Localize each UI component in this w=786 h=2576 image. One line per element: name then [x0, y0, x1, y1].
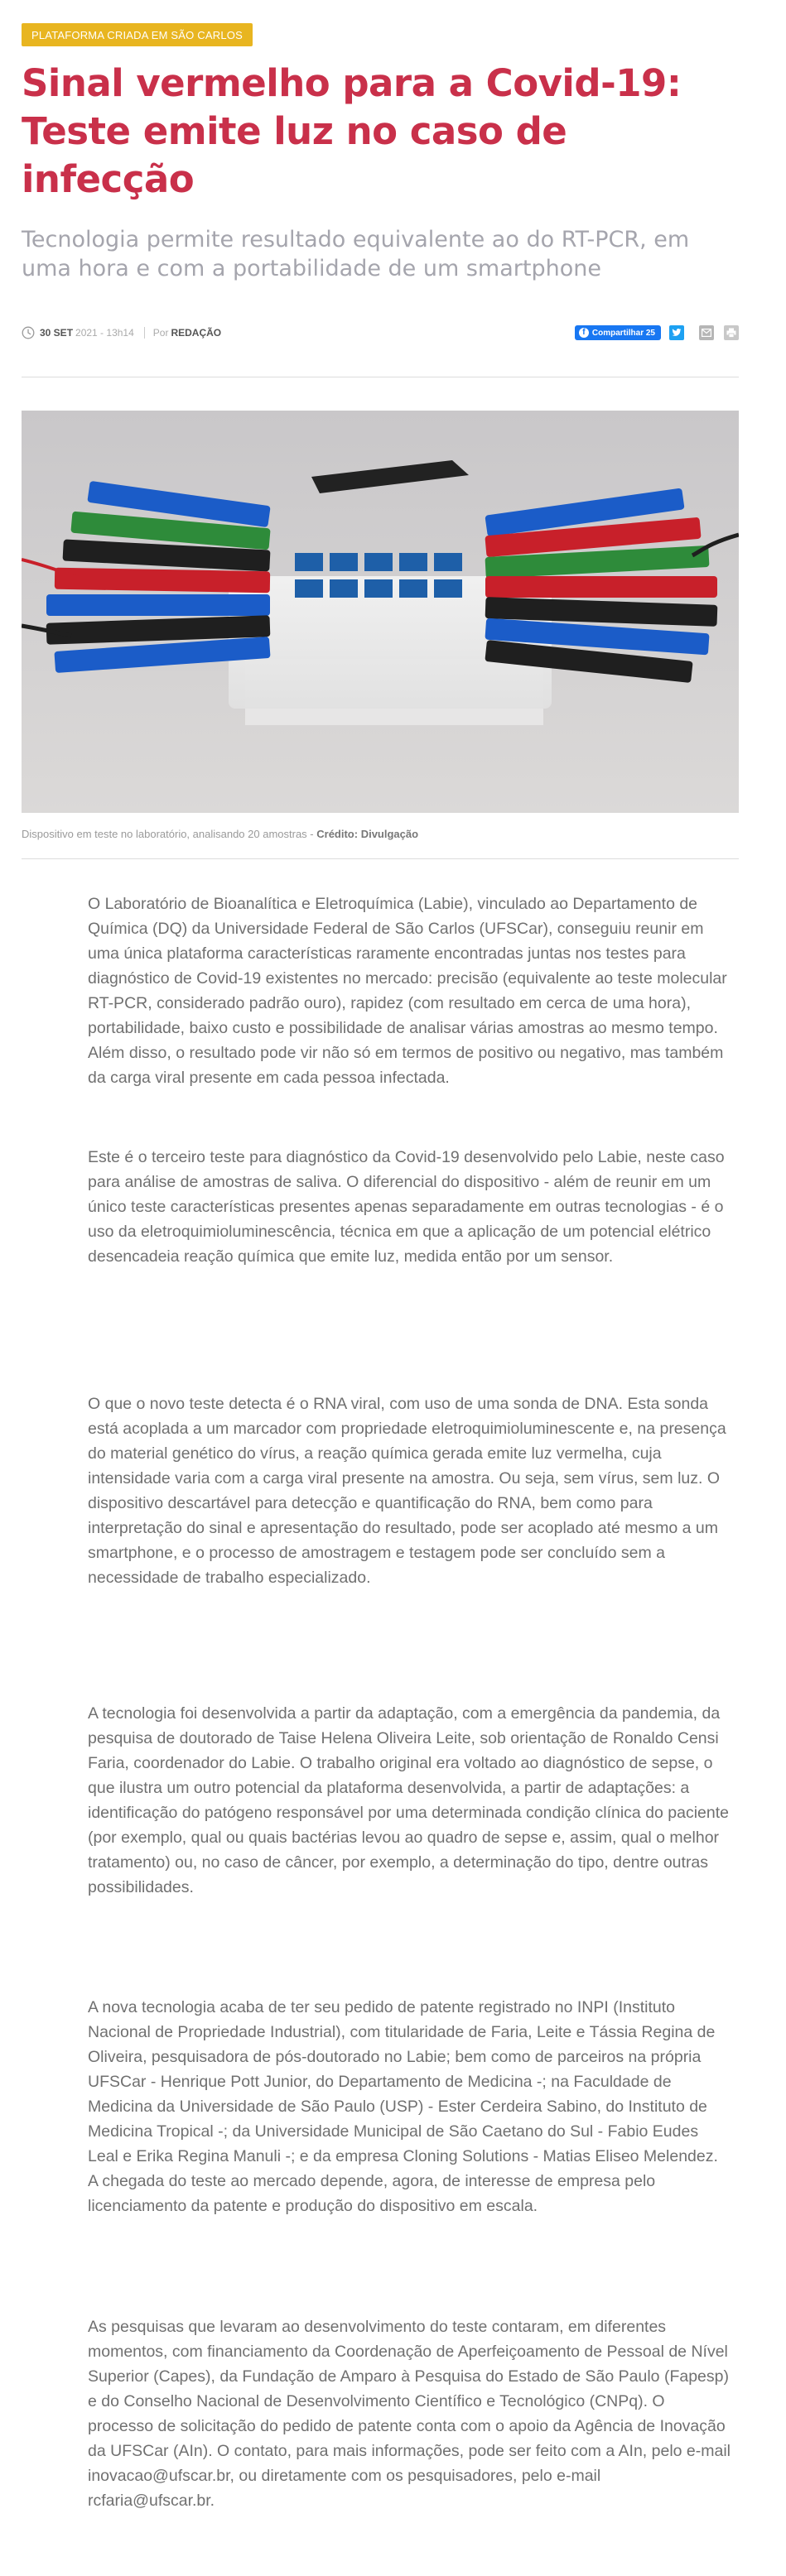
share-bar	[575, 323, 739, 343]
article-meta	[22, 323, 739, 343]
author-name[interactable]: REDAÇÃO	[171, 327, 222, 339]
publish-date: 30 SET	[40, 327, 74, 339]
page-title: Sinal vermelho para a Covid-19: Teste emite luz no caso de infecção	[22, 61, 682, 201]
meta-divider	[144, 327, 145, 339]
category-tag[interactable]: PLATAFORMA CRIADA EM SÃO CARLOS	[22, 23, 253, 46]
clock-icon	[22, 326, 35, 339]
article-photo[interactable]	[22, 411, 739, 813]
photo-credit: Crédito: Divulgação	[316, 828, 419, 840]
body-paragraph-2: Este é o terceiro teste para diagnóstico da Covid-19 desenvolvido pelo Labie, neste caso para análise de amostras de saliva. O diferencial do dispositivo - além de reunir em um único teste características presentes apenas separadamente em outras tecnologias - é o uso da eletroquimioluminescência, técnica em que a aplicação de um potencial elétrico desencadeia reação química que emite luz, medida então por um sensor.	[88, 1148, 725, 1266]
mail-icon	[702, 329, 711, 337]
facebook-share-label: Compartilhar 25	[591, 328, 655, 338]
divider	[22, 858, 739, 859]
body-paragraph-5: A nova tecnologia acaba de ter seu pedido de patente registrado no INPI (Instituto Nacional de Propriedade Industrial), com titularidade de Faria, Leite e Tássia Regina de Oliveira, pesquisadora de pós-doutorado no Labie; bem como de parceiros na própria UFSCar - Henrique Pott Junior, do Departamento de Medicina -; na Faculdade de Medicina da Universidade de São Paulo (USP) - Ester Cerdeira Sabino, do Instituto de Medicina Tropical -; da Universidade Municipal de São Caetano do Sul - Fabio Eudes Leal e Erika Regina Manuli -; e da empresa Cloning Solutions - Matias Eliseo Melendez. A chegada do teste ao mercado depende, agora, de interesse de empresa pelo licenciamento da patente e produção do dispositivo em escala.	[88, 1998, 718, 2215]
body-paragraph-4: A tecnologia foi desenvolvida a partir da adaptação, com a emergência da pandemia, da pesquisa de doutorado de Taise Helena Oliveira Leite, sob orientação de Ronaldo Censi Faria, coordenador do Labie. O trabalho original era voltado ao diagnóstico de sepse, o que ilustra um outro potencial da plataforma desenvolvida, a partir de adaptações: a identificação do patógeno responsável por uma determinada condição clínica do paciente (por exemplo, qual ou quais bactérias levou ao quadro de sepse e, assim, qual o melhor tratamento) ou, no caso de câncer, por exemplo, a determinação do tipo, dentre outras possibilidades.	[88, 1704, 730, 1896]
facebook-icon: f	[579, 328, 589, 338]
body-paragraph-6: As pesquisas que levaram ao desenvolvimento do teste contaram, em diferentes momentos, com financiamento da Coordenação de Aperfeiçoamento de Pessoal de Nível Superior (Capes), da Fundação de Amparo à Pesquisa do Estado de São Paulo (Fapesp) e do Conselho Nacional de Desenvolvimento Científico e Tecnológico (CNPq). O processo de solicitação do pedido de patente conta com o apoio da Agência de Inovação da UFSCar (AIn). O contato, para mais informações, pode ser feito com a AIn, pelo e-mail inovacao@ufscar.br, ou diretamente com os pesquisadores, pelo e-mail rcfaria@ufscar.br.	[88, 2318, 731, 2510]
email-share-button[interactable]	[699, 325, 714, 340]
photo-caption	[22, 828, 739, 840]
publish-time: 2021 - 13h14	[75, 327, 134, 339]
caption-text: Dispositivo em teste no laboratório, analisando 20 amostras -	[22, 828, 317, 840]
article-subtitle: Tecnologia permite resultado equivalente ao do RT-PCR, em uma hora e com a portabilidade de um smartphone	[22, 227, 690, 281]
print-icon	[726, 328, 736, 338]
body-paragraph-1: O Laboratório de Bioanalítica e Eletroquímica (Labie), vinculado ao Departamento de Química (DQ) da Universidade Federal de São Carlos (UFSCar), conseguiu reunir em uma única plataforma características raramente encontradas juntas nos testes para diagnóstico de Covid-19 existentes no mercado: precisão (equivalente ao teste molecular RT-PCR, considerado padrão ouro), rapidez (com resultado em cerca de uma hora), portabilidade, baixo custo e possibilidade de analisar várias amostras ao mesmo tempo. Além disso, o resultado pode vir não só em termos de positivo ou negativo, mas também da carga viral presente em cada pessoa infectada.	[88, 895, 727, 1087]
byline-label: Por	[152, 327, 169, 339]
twitter-share-button[interactable]	[669, 325, 684, 340]
print-button[interactable]	[724, 325, 739, 340]
body-paragraph-3: O que o novo teste detecta é o RNA viral, com uso de uma sonda de DNA. Esta sonda está acoplada a um marcador com propriedade eletroquimioluminescente e, na presença do material genético do vírus, a reação química gerada emite luz vermelha, cuja intensidade varia com a carga viral presente na amostra. Ou seja, sem vírus, sem luz. O dispositivo descartável para detecção e quantificação do RNA, bem como para interpretação do sinal e apresentação do resultado, pode ser acoplado até mesmo a um smartphone, e o processo de amostragem e testagem pode ser concluído sem a necessidade de trabalho especializado.	[88, 1395, 726, 1587]
facebook-share-button[interactable]	[575, 325, 661, 340]
twitter-icon	[672, 329, 682, 337]
